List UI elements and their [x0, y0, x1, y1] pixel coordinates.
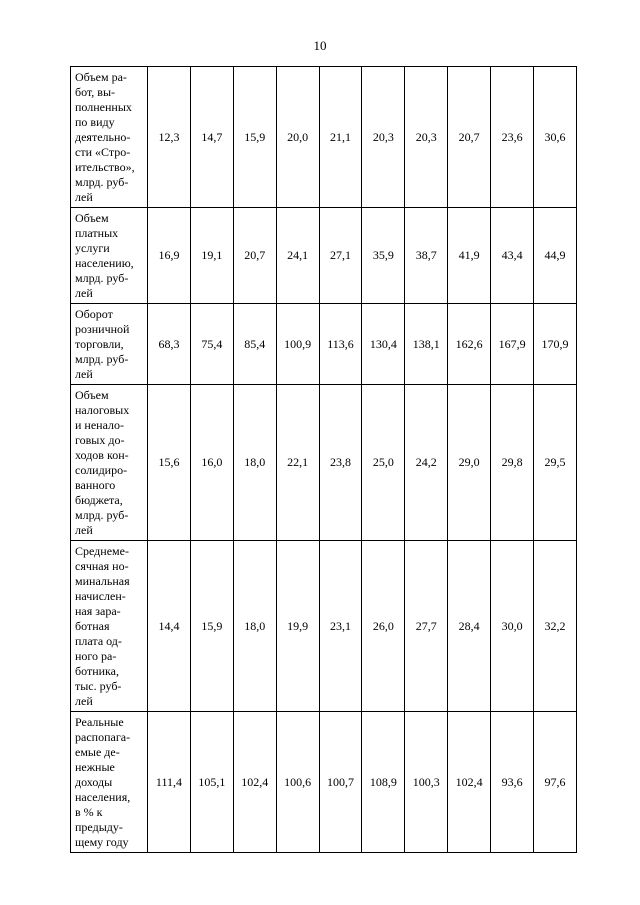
table-cell: 30,6	[534, 67, 577, 208]
table-cell: 93,6	[491, 712, 534, 853]
table-cell: 20,3	[362, 67, 405, 208]
table-cell: 41,9	[448, 208, 491, 304]
table-row	[71, 67, 577, 208]
table-cell: 14,7	[190, 67, 233, 208]
row-label: Реальные распопага- емые де- нежные доходы населения, в % к предыду- щему году	[71, 712, 148, 853]
table-cell: 12,3	[148, 67, 191, 208]
statistics-table	[70, 66, 577, 853]
table-cell: 24,2	[405, 385, 448, 541]
table-cell: 167,9	[491, 304, 534, 385]
table-cell: 38,7	[405, 208, 448, 304]
table-cell: 100,6	[276, 712, 319, 853]
table-cell: 20,0	[276, 67, 319, 208]
table-cell: 15,9	[190, 541, 233, 712]
table-cell: 100,3	[405, 712, 448, 853]
table-cell: 85,4	[233, 304, 276, 385]
table-cell: 105,1	[190, 712, 233, 853]
table-cell: 75,4	[190, 304, 233, 385]
table-cell: 23,8	[319, 385, 362, 541]
table-cell: 29,5	[534, 385, 577, 541]
row-label: Среднеме- сячная но- минальная начислен- ная зара- ботная плата од- ного ра- ботника, тыс. руб- лей	[71, 541, 148, 712]
table-row	[71, 541, 577, 712]
table-cell: 162,6	[448, 304, 491, 385]
table-cell: 18,0	[233, 541, 276, 712]
table-row	[71, 208, 577, 304]
table-cell: 111,4	[148, 712, 191, 853]
table-cell: 15,6	[148, 385, 191, 541]
table-cell: 19,9	[276, 541, 319, 712]
table-cell: 29,8	[491, 385, 534, 541]
table-cell: 18,0	[233, 385, 276, 541]
table-cell: 15,9	[233, 67, 276, 208]
row-label: Оборот розничной торговли, млрд. руб- лей	[71, 304, 148, 385]
table-cell: 102,4	[448, 712, 491, 853]
table-cell: 44,9	[534, 208, 577, 304]
table-cell: 102,4	[233, 712, 276, 853]
table-cell: 23,6	[491, 67, 534, 208]
table-cell: 14,4	[148, 541, 191, 712]
table-cell: 26,0	[362, 541, 405, 712]
table-cell: 113,6	[319, 304, 362, 385]
table-cell: 35,9	[362, 208, 405, 304]
page-number: 10	[313, 38, 327, 53]
table-cell: 22,1	[276, 385, 319, 541]
table-row	[71, 385, 577, 541]
row-label: Объем налоговых и неналo- говых до- ходов кон- солидиро- ванного бюджета, млрд. руб- лей	[71, 385, 148, 541]
table-cell: 29,0	[448, 385, 491, 541]
table-cell: 24,1	[276, 208, 319, 304]
table-cell: 20,7	[233, 208, 276, 304]
table-cell: 20,7	[448, 67, 491, 208]
table-cell: 25,0	[362, 385, 405, 541]
table-cell: 32,2	[534, 541, 577, 712]
table-cell: 19,1	[190, 208, 233, 304]
table-cell: 138,1	[405, 304, 448, 385]
row-label: Объем ра- бот, вы- полненных по виду деятельно- сти «Стро- ительство», млрд. руб- лей	[71, 67, 148, 208]
table-cell: 27,7	[405, 541, 448, 712]
table-cell: 16,9	[148, 208, 191, 304]
table-row	[71, 712, 577, 853]
row-label: Объем платных услуги населению, млрд. руб- лей	[71, 208, 148, 304]
table-cell: 68,3	[148, 304, 191, 385]
table-cell: 43,4	[491, 208, 534, 304]
table-cell: 100,7	[319, 712, 362, 853]
table-cell: 23,1	[319, 541, 362, 712]
table-cell: 108,9	[362, 712, 405, 853]
table-cell: 27,1	[319, 208, 362, 304]
table-cell: 16,0	[190, 385, 233, 541]
table-cell: 28,4	[448, 541, 491, 712]
table-row	[71, 304, 577, 385]
table-cell: 97,6	[534, 712, 577, 853]
table-cell: 30,0	[491, 541, 534, 712]
table-cell: 100,9	[276, 304, 319, 385]
table-cell: 170,9	[534, 304, 577, 385]
table-cell: 20,3	[405, 67, 448, 208]
table-cell: 21,1	[319, 67, 362, 208]
table-cell: 130,4	[362, 304, 405, 385]
